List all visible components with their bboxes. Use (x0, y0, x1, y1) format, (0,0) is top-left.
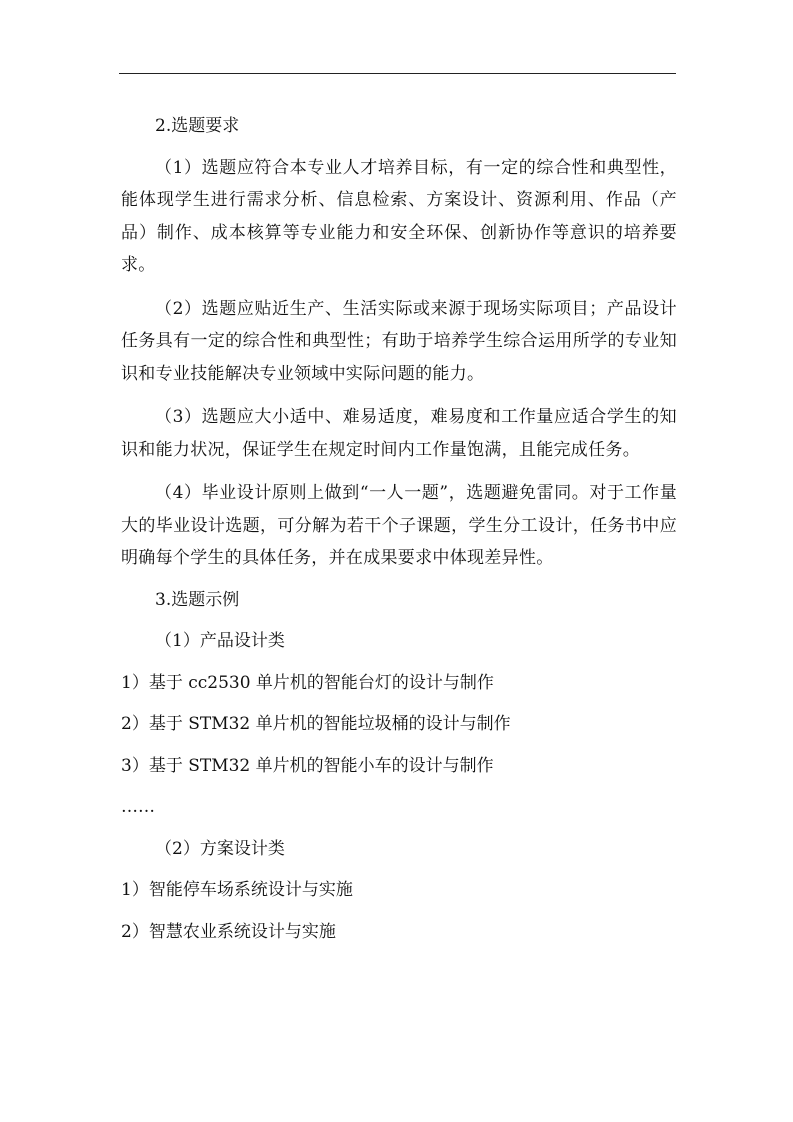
header-rule (119, 73, 676, 74)
example-item: 2）智慧农业系统设计与实施 (121, 921, 336, 942)
example-item: 3）基于 STM32 单片机的智能小车的设计与制作 (121, 755, 494, 776)
section-heading-requirements: 2.选题要求 (155, 116, 240, 136)
requirement-paragraph-2: （2）选题应贴近生产、生活实际或来源于现场实际项目；产品设计任务具有一定的综合性和典型性；有助于培养学生综合运用所学的专业知识和专业技能解决专业领域中实际问题的能力。 (121, 298, 677, 384)
requirement-paragraph-3: （3）选题应大小适中、难易适度，难易度和工作量应适合学生的知识和能力状况，保证学生在规定时间内工作量饱满，且能完成任务。 (121, 407, 677, 460)
category-product-design-title: （1）产品设计类 (155, 631, 285, 651)
requirement-paragraph-4: （4）毕业设计原则上做到“一人一题”，选题避免雷同。对于工作量大的毕业设计选题，可分解为若干个子课题，学生分工设计，任务书中应明确每个学生的具体任务，并在成果要求中体现差异性。 (121, 483, 677, 568)
ellipsis: …… (121, 797, 155, 817)
category-scheme-design-title: （2）方案设计类 (155, 838, 285, 859)
requirement-paragraph-1: （1）选题应符合本专业人才培养目标，有一定的综合性和典型性，能体现学生进行需求分析、信息检索、方案设计、资源利用、作品（产品）制作、成本核算等专业能力和安全环保、创新协作等意识的培养要求。 (121, 157, 677, 275)
example-item: 2）基于 STM32 单片机的智能垃圾桶的设计与制作 (121, 714, 511, 734)
section-heading-examples: 3.选题示例 (155, 589, 240, 610)
example-item: 1）智能停车场系统设计与实施 (121, 880, 353, 900)
document-body (121, 110, 677, 948)
example-item: 1）基于 cc2530 单片机的智能台灯的设计与制作 (121, 672, 494, 693)
